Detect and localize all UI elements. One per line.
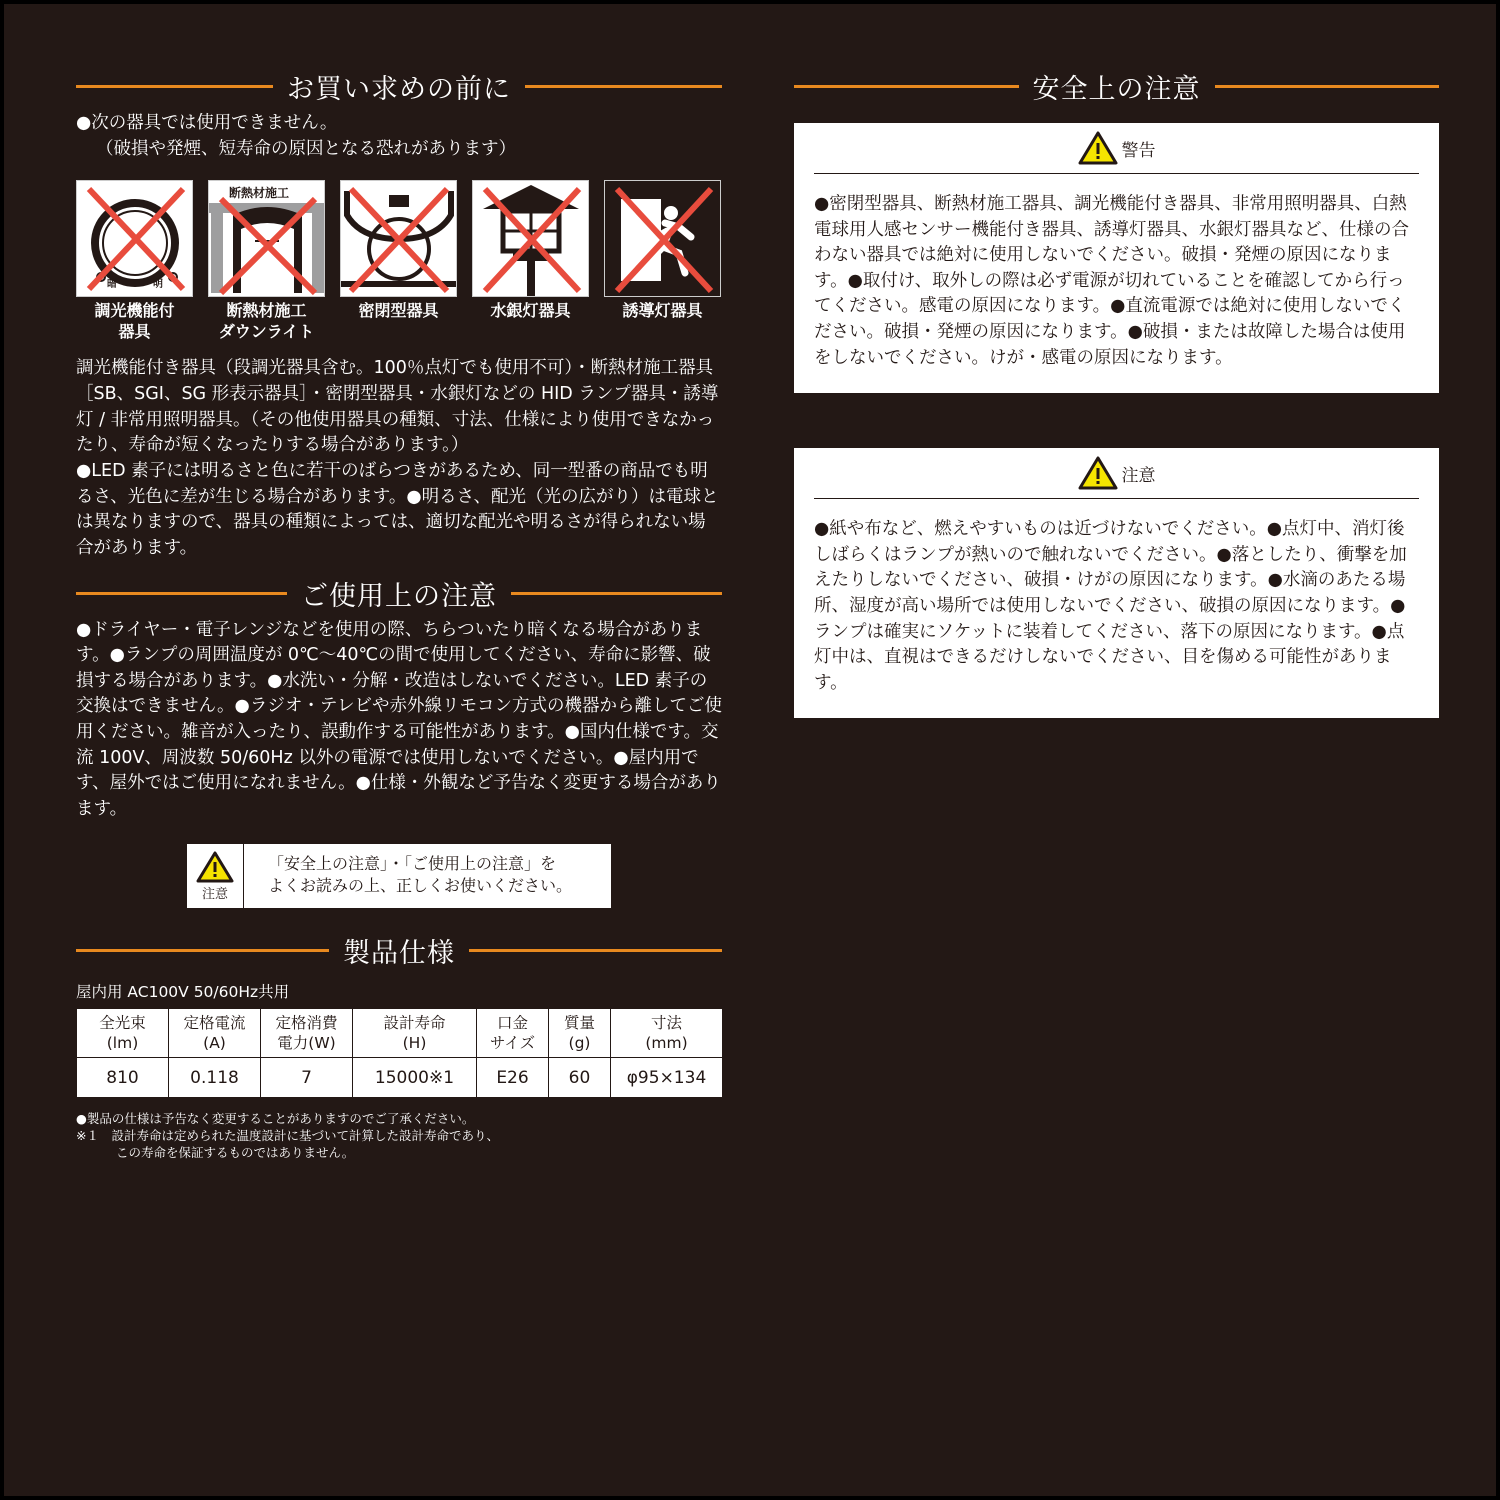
spec-footnote-life-cont: この寿命を保証するものではありません。 <box>116 1145 355 1161</box>
warning-card <box>794 123 1439 393</box>
mercury-fixture-item <box>472 180 589 342</box>
spec-footnote-life: ※１ 設計寿命は定められた温度設計に基づいて計算した設計寿命であり、 <box>76 1128 499 1144</box>
left-column <box>76 66 722 1161</box>
safety-title: 安全上の注意 <box>1032 73 1201 105</box>
spec-table <box>76 1008 723 1098</box>
insulation-fixture-label: 断熱材施工 ダウンライト <box>218 301 315 341</box>
caution-body: ●紙や布など、燃えやすいものは近づけないでください。●点灯中、消灯後しばらくはランプが熱いので触れないでください。●落としたり、衝撃を加えたりしないでください、破損・けがの原因になります。●水滴のあたる場所、湿度が高い場所では使用しないでください、破損の原因になります。●ランプは確実にソケットに装着してください、落下の原因になります。●点灯中は、直視はできるだけしないでください、目を傷める可能性があります。 <box>814 519 1407 693</box>
spec-value-row <box>77 1058 723 1098</box>
spec-col-life: 設計寿命 (H) <box>353 1009 477 1058</box>
mercury-lamp-icon <box>472 180 589 297</box>
insulation-inner-label: 断熱材施工 <box>229 186 290 200</box>
exit-sign-fixture-label: 誘導灯器具 <box>622 301 703 320</box>
spec-title: 製品仕様 <box>343 937 455 969</box>
insulation-fixture-item <box>208 180 325 342</box>
dimmer-fixture-icon <box>76 180 193 297</box>
dimmer-fixture-item <box>76 180 193 342</box>
spec-life-value: 15000※1 <box>353 1058 477 1098</box>
caution-triangle-icon <box>1078 456 1118 490</box>
usage-title: ご使用上の注意 <box>301 581 497 613</box>
spec-col-base: 口金 サイズ <box>477 1009 549 1058</box>
bright-mark: 明 <box>153 279 163 290</box>
caution-label: 注意 <box>1121 465 1156 486</box>
spec-footnote-change: ●製品の仕様は予告なく変更することがありますのでご了承ください。 <box>76 1111 475 1127</box>
read-notice-line1: 「安全上の注意」・「ご使用上の注意」を <box>268 854 557 874</box>
before-purchase-title: お買い求めの前に <box>287 73 511 105</box>
spec-header <box>76 930 722 970</box>
spec-current-value: 0.118 <box>169 1058 261 1098</box>
warning-label: 警告 <box>1121 140 1156 161</box>
sealed-fixture-icon <box>340 180 457 297</box>
exit-sign-icon <box>604 180 721 297</box>
spec-subtitle: 屋内用 AC100V 50/60Hz共用 <box>76 983 290 1002</box>
read-notice-line2: よくお読みの上、正しくお使いください。 <box>268 876 573 896</box>
read-notice-text <box>244 844 611 908</box>
led-variation-text: ●LED 素子には明るさと色に若干のばらつきがあるため、同一型番の商品でも明るさ、光色に差が生じる場合があります。●明るさ、配光（光の広がり）は電球とは異なりますので、器具の種類によっては、適切な配光や明るさが得られない場合があります。 <box>76 461 719 558</box>
mercury-fixture-label: 水銀灯器具 <box>490 301 571 320</box>
usage-text: ●ドライヤー・電子レンジなどを使用の際、ちらついたり暗くなる場合があります。●ランプの周囲温度が 0℃～40℃の間で使用してください、寿命に影響、破損する場合があります。●水洗い・分解・改造はしないでください。LED 素子の交換はできません。●ラジオ・テレビや赤外線リモコン方式の機器から離してご使用ください。雑音が入ったり、誤動作する可能性があります。●国内仕様です。交流 100V、周波数 50/60Hz 以外の電源では使用しないでください。●屋内用です、屋外ではご使用になれません。●仕様・外観など予告なく変更する場合があります。 <box>76 619 722 819</box>
spec-col-power: 定格消費 電力(W) <box>261 1009 353 1058</box>
safety-header <box>794 66 1439 106</box>
spec-col-mass: 質量 (g) <box>549 1009 611 1058</box>
warning-body: ●密閉型器具、断熱材施工器具、調光機能付き器具、非常用照明器具、白熱電球用人感センサー機能付き器具、誘導灯器具、水銀灯器具など、仕様の合わない器具では絶対に使用しないでください。破損・発煙の原因になります。●取付け、取外しの際は必ず電源が切れていることを確認してから行ってください。感電の原因になります。●直流電源では絶対に使用しないでください。破損・発煙の原因になります。●破損・または故障した場合は使用をしないでください。けが・感電の原因になります。 <box>814 194 1409 368</box>
spec-size-value: φ95×134 <box>611 1058 723 1098</box>
caution-card-header <box>814 448 1419 499</box>
not-usable-note <box>76 110 722 162</box>
right-column <box>794 66 1439 718</box>
dimmer-fixture-label: 調光機能付 器具 <box>94 301 175 341</box>
warning-triangle-icon <box>1078 131 1118 165</box>
insulation-downlight-icon <box>208 180 325 297</box>
spec-col-size: 寸法 (mm) <box>611 1009 723 1058</box>
caution-mark-label: 注意 <box>201 886 228 902</box>
not-usable-reason: （破損や発煙、短寿命の原因となる恐れがあります） <box>96 139 516 159</box>
exit-sign-fixture-item <box>604 180 721 342</box>
spec-lumen-value: 810 <box>77 1058 169 1098</box>
unusable-fixtures-text: 調光機能付き器具（段調光器具含む。100％点灯でも使用不可）・断熱材施工器具［SB、SGI、SG 形表示器具］・密閉型器具・水銀灯などの HID ランプ器具・誘導灯 / 非常用照明器具。（その他使用器具の種類、寸法、仕様により使用できなかったり、寿命が短くなったりする場合があります。） <box>76 358 719 456</box>
read-notice-strip <box>187 844 611 908</box>
fixture-icons <box>76 180 722 342</box>
sealed-fixture-item <box>340 180 457 342</box>
spec-col-lumen: 全光束 (lm) <box>77 1009 169 1058</box>
not-usable-line: ●次の器具では使用できません。 <box>76 113 338 133</box>
sealed-fixture-label: 密閉型器具 <box>358 301 439 320</box>
warning-triangle-icon <box>196 851 234 883</box>
warning-card-header <box>814 123 1419 174</box>
caution-mark <box>187 844 244 908</box>
dark-mark: 暗 <box>107 279 117 290</box>
spec-footnotes <box>76 1110 722 1161</box>
usage-header <box>76 574 722 614</box>
caution-card <box>794 448 1439 718</box>
spec-power-value: 7 <box>261 1058 353 1098</box>
spec-mass-value: 60 <box>549 1058 611 1098</box>
spec-col-current: 定格電流 (A) <box>169 1009 261 1058</box>
spec-header-row <box>77 1009 723 1058</box>
spec-base-value: E26 <box>477 1058 549 1098</box>
before-purchase-header <box>76 66 722 106</box>
